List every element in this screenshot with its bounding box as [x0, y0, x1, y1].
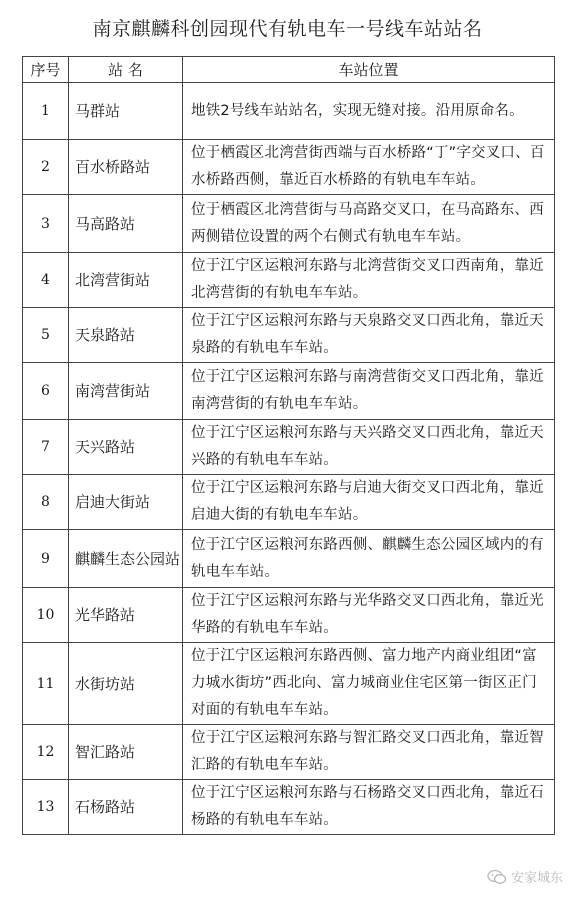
station-location: 位于江宁区运粮河东路与启迪大街交叉口西北角，靠近启迪大街的有轨电车车站。 — [183, 475, 555, 530]
header-station-name: 站 名 — [69, 57, 183, 83]
table-row — [23, 253, 555, 308]
table-row — [23, 643, 555, 725]
station-location: 位于江宁区运粮河东路与北湾营街交叉口西南角，靠近北湾营街的有轨电车车站。 — [183, 253, 555, 308]
station-number: 9 — [23, 530, 69, 588]
station-number: 3 — [23, 195, 69, 253]
station-location: 位于江宁区运粮河东路与南湾营街交叉口西北角，靠近南湾营街的有轨电车车站。 — [183, 363, 555, 420]
station-name: 南湾营街站 — [69, 363, 183, 420]
station-name: 光华路站 — [69, 588, 183, 643]
table-row — [23, 530, 555, 588]
station-name: 水街坊站 — [69, 643, 183, 725]
header-station-location: 车站位置 — [183, 57, 555, 83]
station-location: 位于江宁区运粮河东路与光华路交叉口西北角，靠近光华路的有轨电车车站。 — [183, 588, 555, 643]
station-location: 位于江宁区运粮河东路西侧、富力地产内商业组团“富力城水街坊”西北向、富力城商业住宅区第一街区正门对面的有轨电车车站。 — [183, 643, 555, 725]
station-name: 天兴路站 — [69, 420, 183, 475]
table-row — [23, 195, 555, 253]
station-location: 位于江宁区运粮河东路与天泉路交叉口西北角，靠近天泉路的有轨电车车站。 — [183, 308, 555, 363]
station-number: 13 — [23, 780, 69, 835]
station-number: 11 — [23, 643, 69, 725]
station-name: 智汇路站 — [69, 725, 183, 780]
station-table — [22, 56, 555, 835]
station-location: 位于江宁区运粮河东路与智汇路交叉口西北角，靠近智汇路的有轨电车车站。 — [183, 725, 555, 780]
station-location: 位于江宁区运粮河东路西侧、麒麟生态公园区域内的有轨电车车站。 — [183, 530, 555, 588]
table-row — [23, 420, 555, 475]
station-location: 位于江宁区运粮河东路与石杨路交叉口西北角，靠近石杨路的有轨电车车站。 — [183, 780, 555, 835]
table-row — [23, 308, 555, 363]
watermark-text: 安家城东 — [510, 871, 563, 886]
station-number: 6 — [23, 363, 69, 420]
station-name: 北湾营街站 — [69, 253, 183, 308]
station-number: 8 — [23, 475, 69, 530]
station-number: 7 — [23, 420, 69, 475]
table-header-row — [23, 57, 555, 83]
station-name: 麒麟生态公园站 — [69, 530, 183, 588]
table-row — [23, 780, 555, 835]
station-name: 百水桥路站 — [69, 140, 183, 195]
table-row — [23, 363, 555, 420]
watermark — [487, 867, 563, 886]
station-number: 4 — [23, 253, 69, 308]
station-number: 12 — [23, 725, 69, 780]
table-row — [23, 475, 555, 530]
station-name: 天泉路站 — [69, 308, 183, 363]
station-name: 马群站 — [69, 83, 183, 140]
station-location: 位于栖霞区北湾营街与马高路交叉口，在马高路东、西两侧错位设置的两个右侧式有轨电车车站。 — [183, 195, 555, 253]
table-row — [23, 140, 555, 195]
table-row — [23, 725, 555, 780]
station-name: 石杨路站 — [69, 780, 183, 835]
header-number: 序号 — [23, 57, 69, 83]
table-row — [23, 588, 555, 643]
table-row — [23, 83, 555, 140]
station-number: 5 — [23, 308, 69, 363]
station-location: 位于江宁区运粮河东路与天兴路交叉口西北角，靠近天兴路的有轨电车车站。 — [183, 420, 555, 475]
station-number: 2 — [23, 140, 69, 195]
station-name: 启迪大街站 — [69, 475, 183, 530]
station-number: 1 — [23, 83, 69, 140]
station-location: 地铁2号线车站站名，实现无缝对接。沿用原命名。 — [183, 83, 555, 140]
station-number: 10 — [23, 588, 69, 643]
wechat-icon — [487, 869, 507, 885]
station-name: 马高路站 — [69, 195, 183, 253]
page-title: 南京麒麟科创园现代有轨电车一号线车站站名 — [92, 18, 483, 40]
station-location: 位于栖霞区北湾营街西端与百水桥路“丁”字交叉口、百水桥路西侧，靠近百水桥路的有轨电车车站。 — [183, 140, 555, 195]
